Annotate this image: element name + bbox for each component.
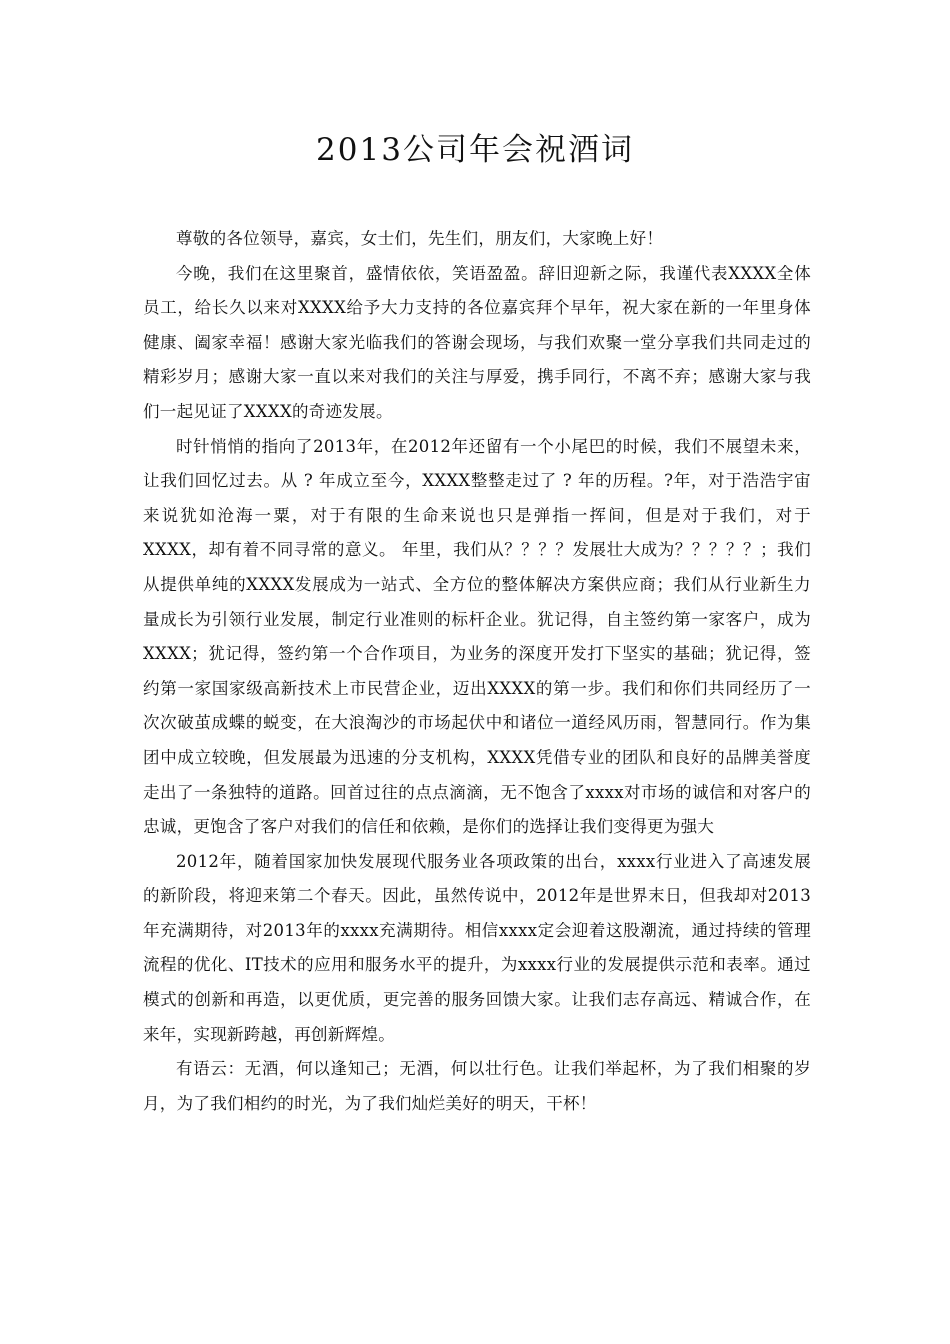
document-body	[143, 222, 811, 1121]
paragraph-toast: 有语云：无酒，何以逢知己；无酒，何以壮行色。让我们举起杯，为了我们相聚的岁月，为了我们相约的时光，为了我们灿烂美好的明天，干杯！	[143, 1059, 811, 1113]
paragraph-greeting: 尊敬的各位领导，嘉宾，女士们，先生们，朋友们，大家晚上好！	[176, 229, 664, 248]
paragraph-review: 时针悄悄的指向了2013年，在2012年还留有一个小尾巴的时候，我们不展望未来，让我们回忆过去。从 ? 年成立至今，XXXX整整走过了 ? 年的历程。?年，对于浩浩宇宙来说犹如沧海一粟，对于有限的生命来说也只是弹指一挥间，但是对于我们，对于XXXX，却有着不同寻常的意义。 年里，我们从？？？？发展壮大成为？？？？？；我们从提供单纯的XXXX发展成为一站式、全方位的整体解决方案供应商；我们从行业新生力量成长为引领行业发展，制定行业准则的标杆企业。犹记得，自主签约第一家客户，成为XXXX；犹记得，签约第一个合作项目，为业务的深度开发打下坚实的基础；犹记得，签约第一家国家级高新技术上市民营企业，迈出XXXX的第一步。我们和你们共同经历了一次次破茧成蝶的蜕变，在大浪淘沙的市场起伏中和诸位一道经风历雨，智慧同行。作为集团中成立较晚，但发展最为迅速的分支机构，XXXX凭借专业的团队和良好的品牌美誉度走出了一条独特的道路。回首过往的点点滴滴，无不饱含了xxxx对市场的诚信和对客户的忠诚，更饱含了客户对我们的信任和依赖，是你们的选择让我们变得更为强大	[143, 436, 811, 837]
paragraph-opening: 今晚，我们在这里聚首，盛情依依，笑语盈盈。辞旧迎新之际，我谨代表XXXX全体员工，给长久以来对XXXX给予大力支持的各位嘉宾拜个早年，祝大家在新的一年里身体健康、阖家幸福！感谢大家光临我们的答谢会现场，与我们欢聚一堂分享我们共同走过的精彩岁月；感谢大家一直以来对我们的关注与厚爱，携手同行，不离不弃；感谢大家与我们一起见证了XXXX的奇迹发展。	[143, 263, 811, 421]
paragraph-outlook: 2012年，随着国家加快发展现代服务业各项政策的出台，xxxx行业进入了高速发展的新阶段，将迎来第二个春天。因此，虽然传说中，2012年是世界末日，但我却对2013年充满期待，对2013年的xxxx充满期待。相信xxxx定会迎着这股潮流，通过持续的管理流程的优化、IT技术的应用和服务水平的提升，为xxxx行业的发展提供示范和表率。通过模式的创新和再造，以更优质，更完善的服务回馈大家。让我们志存高远、精诚合作，在来年，实现新跨越，再创新辉煌。	[143, 851, 811, 1044]
document-title: 2013公司年会祝酒词	[316, 132, 634, 168]
